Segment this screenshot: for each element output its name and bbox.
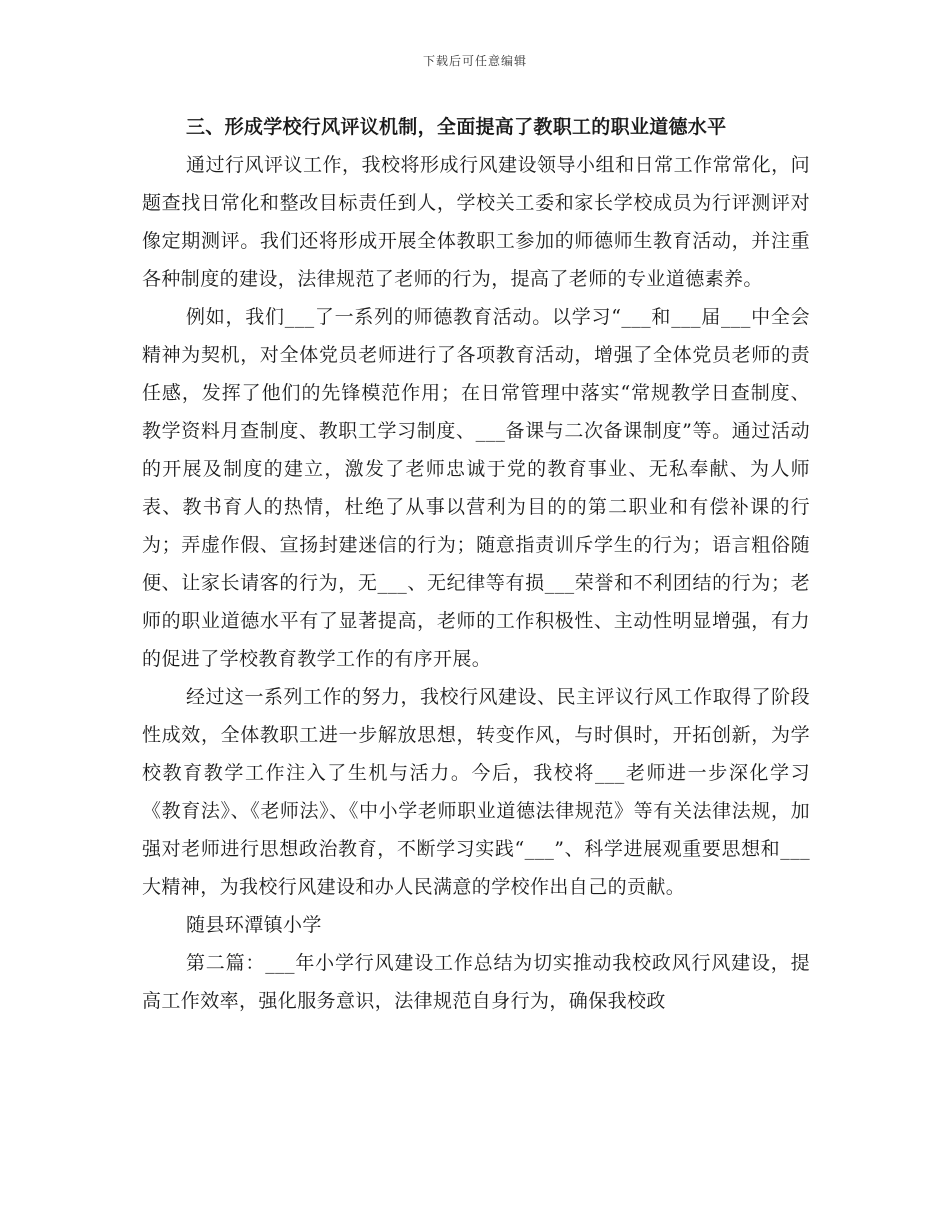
- page-header-note: 下载后可任意编辑: [422, 54, 527, 68]
- body-paragraph: 第二篇：___年小学行风建设工作总结为切实推动我校政风行风建设，提高工作效率，强化服务意识，法律规范自身行为，确保我校政: [142, 952, 810, 1012]
- section-heading: 三、形成学校行风评议机制，全面提高了教职工的职业道德水平: [186, 116, 727, 138]
- school-signature: 随县环潭镇小学: [186, 914, 322, 936]
- document-body: [142, 112, 810, 1020]
- body-paragraph: 通过行风评议工作，我校将形成行风建设领导小组和日常工作常常化，问题查找日常化和整改目标责任到人，学校关工委和家长学校成员为行评测评对像定期测评。我们还将形成开展全体教职工参加的师德师生教育活动，并注重各种制度的建设，法律规范了老师的行为，提高了老师的专业道德素养。: [142, 154, 810, 290]
- body-paragraph: 例如，我们___了一系列的师德教育活动。以学习“___和___届___中全会精神为契机，对全体党员老师进行了各项教育活动，增强了全体党员老师的责任感，发挥了他们的先锋模范作用；在日常管理中落实“常规教学日查制度、教学资料月查制度、教职工学习制度、___备课与二次备课制度”等。通过活动的开展及制度的建立，激发了老师忠诚于党的教育事业、无私奉献、为人师表、教书育人的热情，杜绝了从事以营利为目的的第二职业和有偿补课的行为；弄虚作假、宣扬封建迷信的行为；随意指责训斥学生的行为；语言粗俗随便、让家长请客的行为，无___、无纪律等有损___荣誉和不利团结的行为；老师的职业道德水平有了显著提高，老师的工作积极性、主动性明显增强，有力的促进了学校教育教学工作的有序开展。: [142, 306, 810, 670]
- body-paragraph: 经过这一系列工作的努力，我校行风建设、民主评议行风工作取得了阶段性成效，全体教职工进一步解放思想，转变作风，与时俱时，开拓创新，为学校教育教学工作注入了生机与活力。今后，我校将___老师进一步深化学习《教育法》、《老师法》、《中小学老师职业道德法律规范》等有关法律法规，加强对老师进行思想政治教育，不断学习实践“___”、科学进展观重要思想和___大精神，为我校行风建设和办人民满意的学校作出自己的贡献。: [142, 686, 810, 898]
